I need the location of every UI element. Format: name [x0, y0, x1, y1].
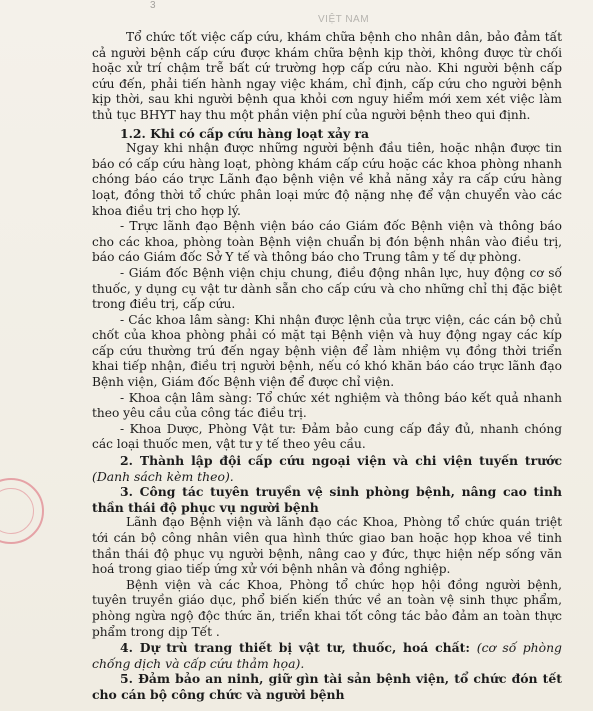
- bullet-director: - Giám đốc Bệnh viện chịu chung, điều động nhân lực, huy động cơ số thuốc, y dụng cụ vật tư dành sẵn cho cấp cứu và cho những chỉ thị đặc biệt trong điều trị, cấp cứu.: [92, 265, 562, 312]
- heading-4-text: 4. Dự trù trang thiết bị vật tư, thuốc, hoá chất:: [120, 640, 470, 656]
- heading-2-text: 2. Thành lập đội cấp cứu ngoại viện và chi viện tuyến trước: [120, 453, 562, 469]
- document-body: [92, 30, 562, 703]
- paragraph-emergency-care: Tổ chức tốt việc cấp cứu, khám chữa bệnh cho nhân dân, bảo đảm tất cả người bệnh cấp cứu được khám chữa bệnh kịp thời, không được từ chối hoặc xử trí chậm trễ bất cứ trường hợp cấp cứu nào. Khi người bệnh cấp cứu đến, phải tiến hành ngay việc khám, chỉ định, cấp cứu cho người bệnh kịp thời, sau khi người bệnh qua khỏi cơn nguy hiểm mới xem xét việc làm thủ tục BHYT hay thu một phần viện phí của người bệnh theo qui định.: [92, 30, 562, 122]
- bullet-paraclinical: - Khoa cận lâm sàng: Tổ chức xét nghiệm và thông báo kết quả nhanh theo yêu cầu của công tác điều trị.: [92, 390, 562, 421]
- heading-4-note: (cơ số phòng chống dịch và cấp cứu thảm họa).: [92, 640, 562, 671]
- bullet-clinical-depts: - Các khoa lâm sàng: Khi nhận được lệnh của trực viện, các cán bộ chủ chốt của khoa phòng phải có mặt tại Bệnh viện và huy động ngay các kíp cấp cứu thường trú đến ngay bệnh viện để làm nhiệm vụ đồng thời triển khai tiếp nhận, điều trị người bệnh, nếu có khó khăn báo cáo trực lãnh đạo Bệnh viện, Giám đốc Bệnh viện để được chỉ viện.: [92, 312, 562, 390]
- paragraph-staff-attitude: Lãnh đạo Bệnh viện và lãnh đạo các Khoa, Phòng tổ chức quán triệt tới cán bộ công nhân viên qua hình thức giao ban hoặc họp khoa về tinh thần thái độ phục vụ người bệnh, nâng cao y đức, thực hiện nếp sống văn hoá trong giao tiếp ứng xử với bệnh nhân và đồng nghiệp.: [92, 515, 562, 577]
- heading-1-2: 1.2. Khi có cấp cứu hàng loạt xảy ra: [120, 125, 370, 141]
- red-seal-inner-ring: [0, 488, 34, 534]
- heading-2-note: (Danh sách kèm theo).: [92, 468, 234, 484]
- red-seal-stamp: [0, 478, 44, 544]
- paragraph-food-safety: Bệnh viện và các Khoa, Phòng tổ chức họp hội đồng người bệnh, tuyên truyền giáo dục, phổ biến kiến thức về an toàn vệ sinh thực phẩm, phòng ngừa ngộ độc thức ăn, triển khai tốt công tác bảo đảm an toàn thực phẩm trong dịp Tết .: [92, 577, 562, 639]
- page-number-fragment: 3: [150, 0, 156, 11]
- bullet-pharmacy: - Khoa Dược, Phòng Vật tư: Đảm bảo cung cấp đầy đủ, nhanh chóng các loại thuốc men, vật tư y tế theo yêu cầu.: [92, 421, 562, 452]
- header-bleed-mark: VIỆT NAM: [318, 14, 370, 25]
- heading-4: [92, 640, 562, 671]
- heading-5: 5. Đảm bảo an ninh, giữ gìn tài sản bệnh viện, tổ chức đón tết cho cán bộ công chức và người bệnh: [92, 671, 562, 702]
- heading-3: 3. Công tác tuyên truyền vệ sinh phòng bệnh, nâng cao tinh thần thái độ phục vụ người bệnh: [92, 484, 562, 515]
- paragraph-mass-casualty: Ngay khi nhận được những người bệnh đầu tiên, hoặc nhận được tin báo có cấp cứu hàng loạt, phòng khám cấp cứu hoặc các khoa phòng nhanh chóng báo cáo trực Lãnh đạo bệnh viện về khả năng xảy ra cấp cứu hàng loạt, đồng thời tổ chức phân loại mức độ nặng nhẹ để vận chuyển vào các khoa điều trị cho hợp lý.: [92, 141, 562, 218]
- heading-2: [92, 453, 562, 484]
- bullet-duty-leader: - Trực lãnh đạo Bệnh viện báo cáo Giám đốc Bệnh viện và thông báo cho các khoa, phòng toàn Bệnh viện chuẩn bị đón bệnh nhân vào điều trị, báo cáo Giám đốc Sở Y tế và thông báo cho Trung tâm y tế dự phòng.: [92, 219, 562, 265]
